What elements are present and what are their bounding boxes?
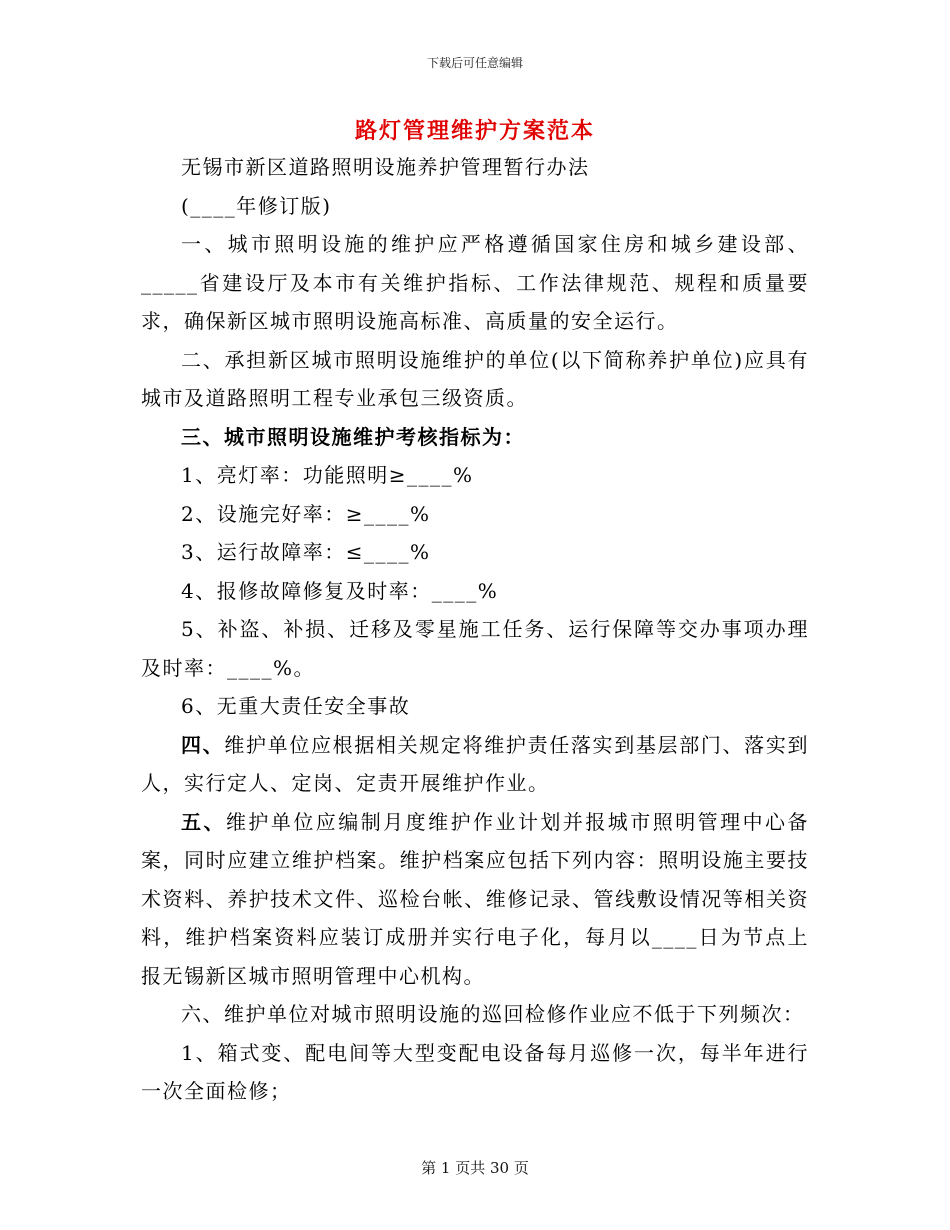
- clause-3-heading: 三、城市照明设施维护考核指标为：: [181, 424, 525, 449]
- page-footer: 第 1 页共 30 页: [421, 1159, 529, 1177]
- indicator-2: 2、设施完好率：≥____%: [181, 501, 431, 526]
- clause-5: [141, 803, 809, 996]
- indicator-4: 4、报修故障修复及时率：____%: [181, 578, 499, 603]
- clause-6: 六、维护单位对城市照明设施的巡回检修作业应不低于下列频次：: [181, 1002, 805, 1026]
- indicator-3: 3、运行故障率：≤____%: [181, 540, 431, 564]
- clause-5-text: 维护单位应编制月度维护作业计划并报城市照明管理中心备案，同时应建立维护档案。维护档案应包括下列内容：照明设施主要技术资料、养护技术文件、巡检台帐、维修记录、管线敷设情况等相关资料，维护档案资料应装订成册并实行电子化，每月以____日为节点上报无锡新区城市照明管理中心机构。: [141, 809, 810, 988]
- clause-4: [141, 726, 809, 803]
- clause-1: 一、城市照明设施的维护应严格遵循国家住房和城乡建设部、_____省建设厅及本市有关维护指标、工作法律规范、规程和质量要求，确保新区城市照明设施高标准、高质量的安全运行。: [141, 232, 809, 333]
- indicator-6: 6、无重大责任安全事故: [181, 694, 411, 718]
- revision-line: (____年修订版): [181, 193, 332, 218]
- clause-4-number: 四、: [181, 732, 225, 757]
- indicator-1: 1、亮灯率：功能照明≥____%: [181, 463, 474, 487]
- clause-5-number: 五、: [181, 809, 226, 834]
- document-body: [141, 148, 809, 1111]
- document-title: 路灯管理维护方案范本: [354, 118, 595, 144]
- clause-6-item-1: 1、箱式变、配电间等大型变配电设备每月巡修一次，每半年进行一次全面检修；: [141, 1040, 809, 1103]
- clause-4-text: 维护单位应根据相关规定将维护责任落实到基层部门、落实到人，实行定人、定岗、定责开展维护作业。: [141, 732, 810, 795]
- header-note: 下载后可任意编辑: [426, 56, 523, 70]
- indicator-5: 5、补盗、补损、迁移及零星施工任务、运行保障等交办事项办理及时率：____%。: [141, 617, 809, 680]
- subtitle-line: 无锡市新区道路照明设施养护管理暂行办法: [181, 155, 590, 179]
- clause-2: 二、承担新区城市照明设施维护的单位(以下简称养护单位)应具有城市及道路照明工程专业承包三级资质。: [141, 347, 809, 410]
